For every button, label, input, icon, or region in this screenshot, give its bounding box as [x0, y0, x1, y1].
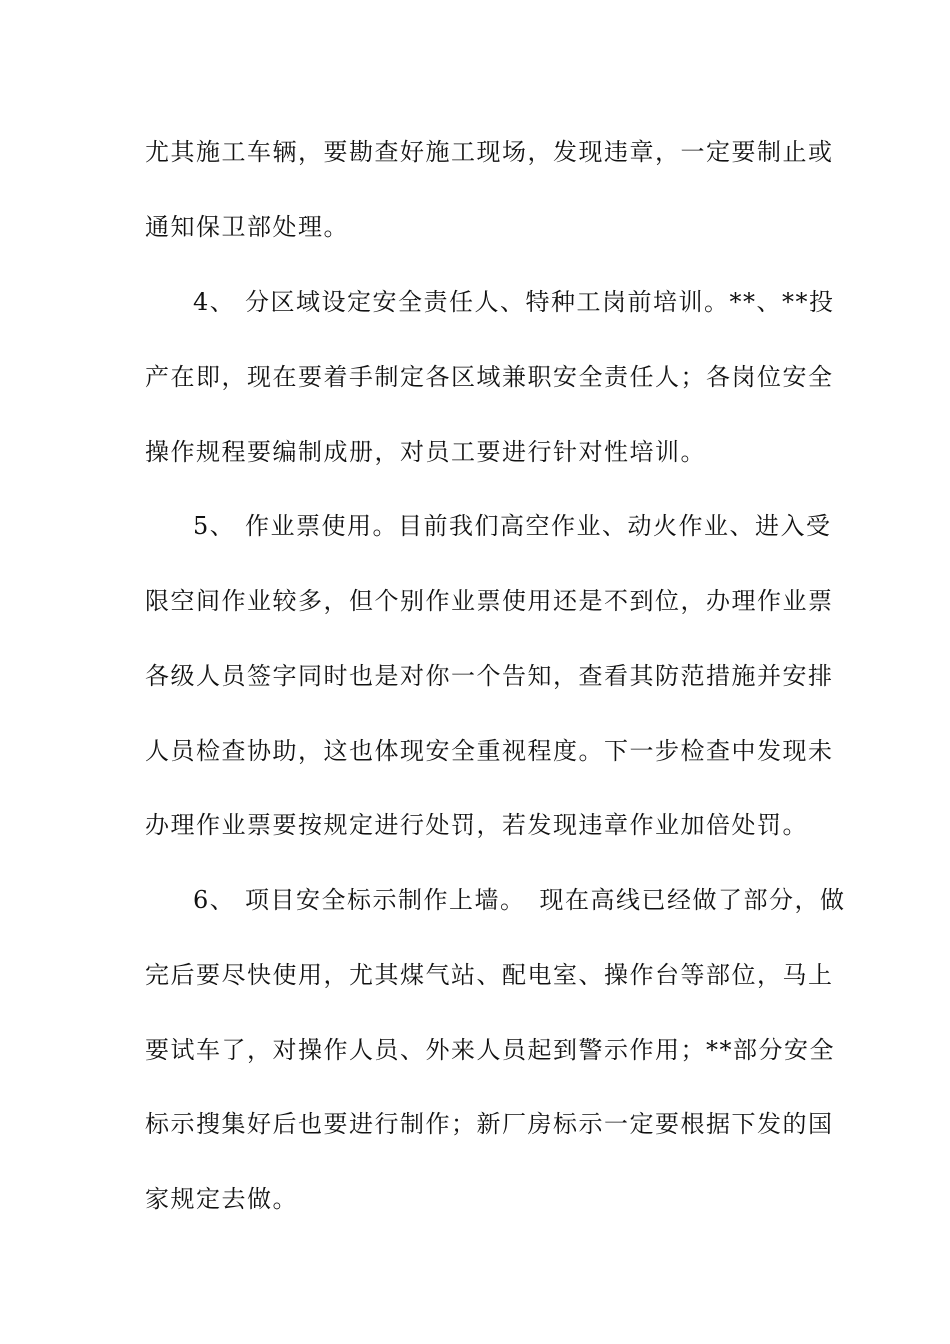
line-text: 作业票使用。目前我们高空作业、动火作业、进入受	[245, 512, 832, 540]
line-text: 办理作业票要按规定进行处罚，若发现违章作业加倍处罚。	[145, 811, 808, 839]
paragraph-line	[145, 805, 825, 845]
list-item-5	[193, 506, 873, 546]
line-text: 要试车了，对操作人员、外来人员起到警示作用；**部分安全	[145, 1036, 835, 1064]
line-text: 限空间作业较多，但个别作业票使用还是不到位，办理作业票	[145, 587, 834, 615]
line-text: 产在即，现在要着手制定各区域兼职安全责任人；各岗位安全	[145, 363, 834, 391]
paragraph-line	[145, 1104, 834, 1144]
paragraph-line	[145, 581, 834, 621]
line-text: 标示搜集好后也要进行制作；新厂房标示一定要根据下发的国	[145, 1110, 834, 1138]
list-item-6	[193, 880, 873, 920]
item-number: 6、	[193, 886, 236, 914]
paragraph-line	[145, 207, 825, 247]
line-text: 人员检查协助，这也体现安全重视程度。下一步检查中发现未	[145, 737, 834, 765]
line-text: 通知保卫部处理。	[145, 213, 349, 241]
line-text: 各级人员签字同时也是对你一个告知，查看其防范措施并安排	[145, 662, 834, 690]
paragraph-line	[145, 955, 834, 995]
paragraph-line	[145, 731, 834, 771]
list-item-4	[193, 282, 873, 322]
paragraph-line	[145, 132, 834, 172]
paragraph-line	[145, 656, 834, 696]
line-text: 尤其施工车辆，要勘查好施工现场，发现违章，一定要制止或	[145, 138, 834, 166]
line-text: 现在高线已经做了部分，做	[539, 886, 846, 914]
paragraph-line	[145, 432, 825, 472]
paragraph-line	[145, 1030, 835, 1070]
item-number: 5、	[193, 512, 236, 540]
paragraph-line	[145, 357, 834, 397]
line-text: 完后要尽快使用，尤其煤气站、配电室、操作台等部位，马上	[145, 961, 834, 989]
paragraph-line	[145, 1179, 825, 1219]
line-text: 项目安全标示制作上墙。	[245, 886, 526, 914]
line-text: 家规定去做。	[145, 1185, 298, 1213]
line-text: 分区域设定安全责任人、特种工岗前培训。**、**投	[245, 288, 835, 316]
item-number: 4、	[193, 288, 236, 316]
line-text: 操作规程要编制成册，对员工要进行针对性培训。	[145, 438, 706, 466]
